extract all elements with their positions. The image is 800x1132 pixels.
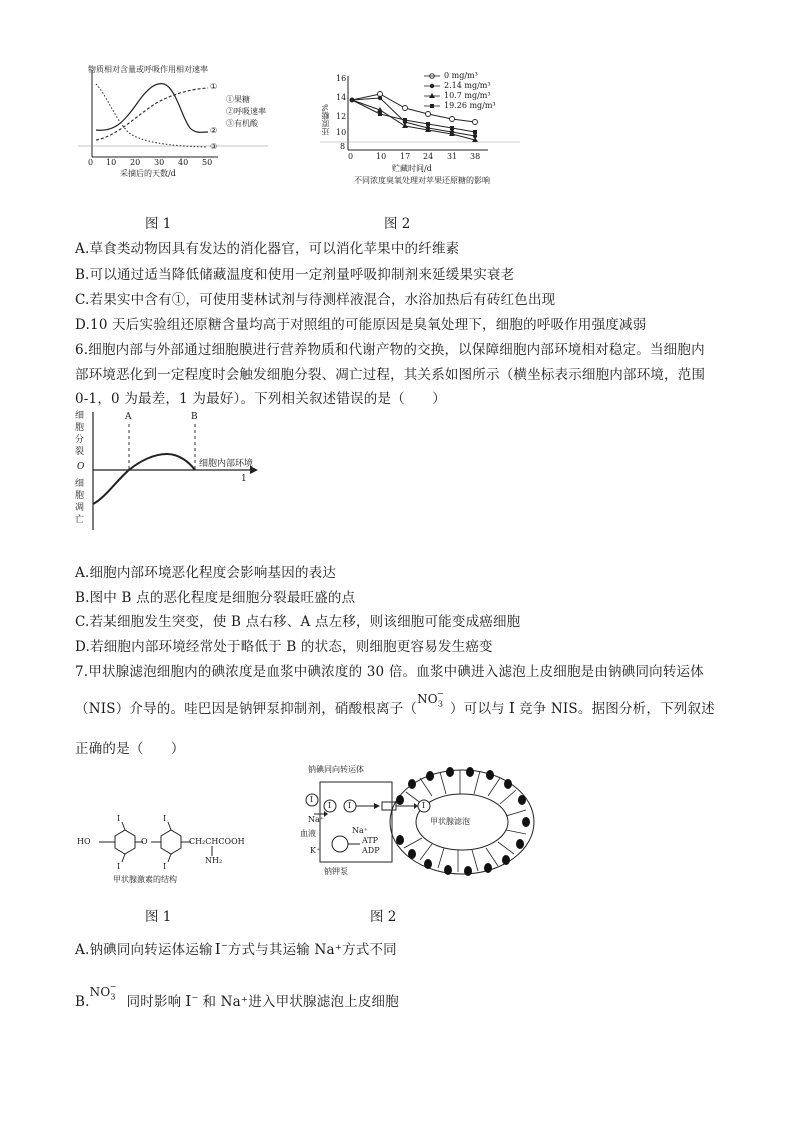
fig1b-ylabel: 还原糖% (321, 104, 330, 136)
q6-fig-ylabel-bottom-0: 细 (75, 479, 85, 489)
fig1b-ytick-1: 14 (336, 93, 347, 102)
fig1a-curve1-label: ① (210, 82, 218, 91)
follicle-i-out: I (310, 795, 314, 804)
fig1b-xtick-4: 31 (447, 152, 458, 161)
q6-fig-ylabel-top-3: 裂 (75, 447, 85, 457)
q6-stem-line2: 部环境恶化到一定程度时会触发细胞分裂、凋亡过程，其关系如图所示（横坐标表示细胞内部环境，范围 (75, 367, 706, 383)
fig2-ozone-chart (320, 62, 520, 192)
q6-option-d: D.若细胞内部环境经常处于略低于 B 的状态，则细胞更容易发生癌变 (75, 639, 493, 655)
iodide-ion: I− (214, 940, 228, 958)
fig1b-ytick-3: 10 (336, 128, 347, 137)
thyroxine-nh2: NH₂ (205, 856, 223, 865)
q7-fig1-caption: 图 1 (145, 909, 172, 925)
follicle-adp-label: ADP (362, 846, 380, 855)
fig1b-legend-3: 19.26 mg/m³ (444, 101, 496, 110)
nitrate-ion: $NO_3^-$ (89, 982, 117, 1002)
fig1b-note: 不同浓度臭氧处理对苹果还原糖的影响 (354, 176, 490, 185)
q5-option-c: C.若果实中含有①，可使用斐林试剂与待测样液混合，水浴加热后有砖红色出现 (75, 292, 556, 308)
fig1b-xtick-5: 38 (470, 152, 481, 161)
fig1b-ytick-4: 8 (340, 142, 346, 151)
thyroxine-o: O (141, 837, 148, 846)
fig1a-tick-2: 20 (130, 158, 141, 167)
q6-option-b: B.图中 B 点的恶化程度是细胞分裂最旺盛的点 (75, 590, 356, 606)
thyroid-follicle-diagram (300, 760, 545, 885)
fig1b-xtick-3: 24 (423, 152, 434, 161)
iodide-ion: I− (185, 992, 199, 1010)
q7-stem-line1: 7.甲状腺滤泡细胞内的碘浓度是血浆中碘浓度的 30 倍。血浆中碘进入滤泡上皮细胞是由钠碘同向转运体 (75, 664, 704, 680)
fig1b-legend-1: 2.14 mg/m³ (444, 81, 491, 90)
thyroxine-i-1: I (117, 814, 121, 823)
nitrate-ion: $NO_3^-$ (417, 689, 445, 709)
q6-fig-ylabel-top-0: 细 (75, 411, 85, 421)
q6-fig-xlabel: 细胞内部环境 (199, 459, 254, 469)
q6-fig-ylabel-bottom-1: 胞 (75, 491, 85, 501)
fig1b-legend-2: 10.7 mg/m³ (444, 91, 491, 100)
thyroxine-ho: HO (77, 837, 91, 846)
q5-option-d: D.10 天后实验组还原糖含量均高于对照组的可能原因是臭氧处理下，细胞的呼吸作用强度减弱 (75, 317, 647, 333)
fig1a-tick-3: 30 (154, 158, 165, 167)
follicle-i-2: I (348, 801, 352, 810)
fig1a-curve3-label: ③ (210, 142, 218, 151)
q6-fig-ylabel-top-1: 胞 (75, 423, 85, 433)
q7-stem-line2c: 竞争 NIS。据图分析，下列叙述 (519, 701, 715, 717)
q7-stem-line2a: （NIS）介导的。哇巴因是钠钾泵抑制剂，硝酸根离子（ (75, 701, 418, 717)
fig1a-curve2-label: ② (210, 126, 218, 135)
fig1a-xlabel: 采摘后的天数/d (120, 169, 176, 178)
thyroxine-chain: CH₂CHCOOH (189, 837, 245, 846)
q6-fig-ylabel-bottom-2: 凋 (75, 503, 85, 513)
q6-fig-ylabel-bottom-3: 亡 (75, 515, 85, 525)
thyroxine-i-2: I (117, 862, 121, 871)
q7-option-b: $B.NO_3^-$同时影响 I− 和 Na⁺进入甲状腺滤泡上皮细胞 (75, 982, 399, 1010)
fig1b-legend-0: 0 mg/m³ (444, 71, 478, 80)
thyroxine-i-4: I (163, 862, 167, 871)
fig1a-legend-1: ①果糖 (226, 95, 250, 104)
follicle-lumen-label: 甲状腺滤泡 (430, 817, 470, 826)
q6-figure (75, 408, 315, 532)
fig1a-caption: 图 1 (145, 216, 172, 232)
follicle-pump-label: 钠钾泵 (324, 867, 348, 876)
fig1a-legend-2: ②呼吸速率 (226, 107, 266, 116)
q5-option-b: B.可以通过适当降低储藏温度和使用一定剂量呼吸抑制剂来延缓果实衰老 (75, 267, 515, 283)
q7-stem-line2 (75, 689, 715, 718)
q6-fig-origin: O (77, 462, 85, 472)
fig1a-tick-0: 0 (88, 158, 94, 167)
fig1b-caption: 图 2 (384, 216, 411, 232)
fig1b-ytick-0: 16 (336, 74, 347, 83)
thyroxine-i-3: I (163, 814, 167, 823)
q5-option-a: A.草食类动物因具有发达的消化器官，可以消化苹果中的纤维素 (75, 241, 460, 257)
thyroxine-title: 甲状腺激素的结构 (113, 875, 177, 884)
fig1b-ytick-2: 12 (336, 112, 347, 121)
follicle-k-label: K⁺ (310, 846, 321, 855)
fig1b-xlabel: 贮藏时间/d (392, 164, 432, 173)
follicle-transporter-label: 钠碘同向转运体 (308, 765, 364, 774)
follicle-i-1: I (328, 801, 332, 810)
follicle-na-out: Na⁺ (308, 815, 324, 824)
fig1a-ylabel: 物质相对含量或呼吸作用相对速率 (88, 65, 208, 74)
fig1a-legend-3: ③有机酸 (226, 119, 258, 128)
q6-stem-line3: 0-1，0 为最差，1 为最好）。下列相关叙述错误的是（ ） (75, 391, 446, 407)
fig1b-xtick-1: 10 (376, 152, 387, 161)
fig1a-tick-1: 10 (106, 158, 117, 167)
q7-fig2-caption: 图 2 (370, 909, 397, 925)
thyroxine-structure (75, 808, 275, 888)
q7-stem-line3: 正确的是（ ） (75, 741, 185, 757)
fig1a-tick-5: 50 (202, 158, 213, 167)
follicle-blood-label: 血液 (300, 829, 316, 838)
q7-stem-line2b: ）可以与 (450, 701, 505, 717)
iodine-symbol: I (508, 699, 515, 717)
q7-option-a: A.钠碘同向转运体运输 I−方式与其运输 Na⁺方式不同 (75, 940, 397, 958)
q6-fig-one: 1 (241, 474, 247, 484)
follicle-i-3: I (422, 801, 426, 810)
q6-option-c: C.若某细胞发生突变，使 B 点右移、A 点左移，则该细胞可能变成癌细胞 (75, 614, 521, 630)
fig1b-xtick-0: 0 (348, 152, 354, 161)
follicle-atp-label: ATP (362, 836, 379, 845)
q6-fig-point-a: A (125, 412, 132, 422)
follicle-na-pump: Na⁺ (352, 826, 368, 835)
q6-stem-line1: 6.细胞内部与外部通过细胞膜进行营养物质和代谢产物的交换，以保障细胞内部环境相对稳定。当细胞内 (75, 342, 705, 358)
fig1-fruit-chart (78, 62, 268, 182)
q6-fig-point-b: B (191, 412, 198, 422)
q6-fig-ylabel-top-2: 分 (75, 435, 85, 445)
fig1a-tick-4: 40 (178, 158, 189, 167)
fig1b-xtick-2: 17 (400, 152, 411, 161)
q6-option-a: A.细胞内部环境恶化程度会影响基因的表达 (75, 565, 337, 581)
